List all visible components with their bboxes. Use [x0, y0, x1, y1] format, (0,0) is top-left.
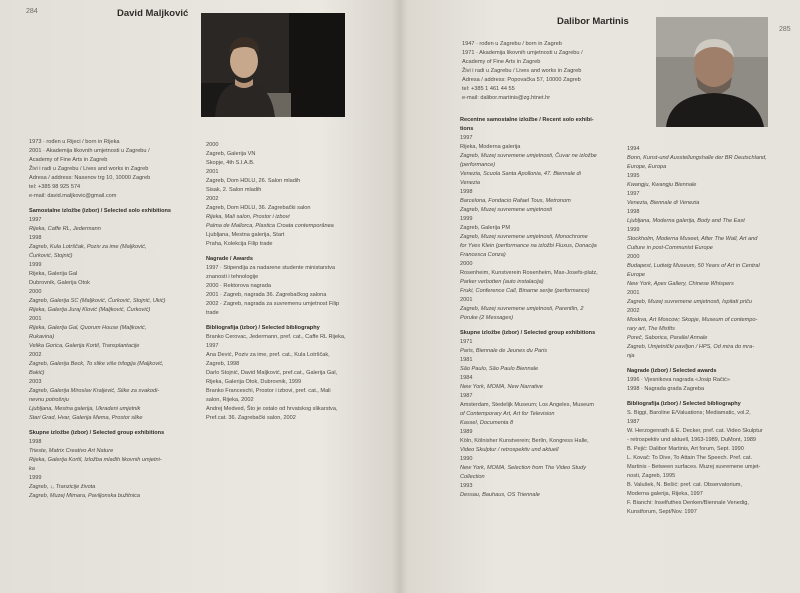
- text-line: Francesca Conza): [460, 252, 506, 258]
- text-line: 1984: [460, 375, 473, 381]
- text-line: Europe, Europa: [627, 164, 667, 170]
- section-heading: tions: [460, 126, 474, 132]
- text-line: Darlo Stojnić, David Maljković, pref.cat., Galerija Gal,: [206, 370, 338, 376]
- text-line: Zagreb, Dom HDLU, 26. Salon mladih: [206, 178, 301, 184]
- text-line: Zagreb, Galerija VN: [206, 151, 256, 157]
- text-line: salon, Rijeka, 2002: [206, 397, 254, 403]
- text-line: 1987: [460, 393, 473, 399]
- text-line: Venezia: [460, 180, 481, 186]
- text-line: 1990: [460, 456, 473, 462]
- text-line: F. Bianchi: Inselfuthes Denken/Biennale Venedig,: [627, 500, 749, 506]
- text-line: 2000: [206, 142, 219, 148]
- text-line: tel: +385 98 925 574: [29, 184, 81, 190]
- text-line: Bakić): [29, 370, 45, 376]
- text-line: Kunstforum, Sept/Nov. 1997: [627, 509, 697, 515]
- text-line: Rijeka, Galerija Juraj Klović (Maljković, Ćurković): [29, 307, 151, 313]
- text-line: 1989: [460, 429, 473, 435]
- section-heading: Nagrade / Awards: [206, 256, 253, 262]
- text-line: 2000 · Rektorova nagrada: [206, 283, 271, 289]
- text-line: Zagreb, Dom HDLU, 36. Zagrebački salon: [206, 205, 311, 211]
- text-line: 2002: [29, 352, 42, 358]
- text-line: W. Herzogenrath & E. Decker, pref. cat. Video Skulptur: [627, 428, 763, 434]
- text-line: Rijeka, Galerija Gal: [29, 271, 78, 277]
- text-line: Zagreb, Muzej suvremene umjetnosti, Parentlin, 2: [460, 306, 584, 312]
- text-line: Živi i radi u Zagrebu / Lives and works in Zagreb: [462, 68, 582, 74]
- text-line: 1999: [29, 262, 42, 268]
- text-line: Andrej Medved, Što je ostalo od hrvatskog slikarstva,: [206, 406, 338, 412]
- text-line: Venezia, Scuola Santa Apollonia, 47. Biennale di: [460, 171, 581, 177]
- text-line: Bonn, Kunst-und Ausstellungshalle der BR Deutschland,: [627, 155, 767, 161]
- section-heading: Skupne izložbe (izbor) / Selected group exhibitions: [460, 330, 596, 336]
- text-line: rary art, The Misfits: [627, 326, 675, 332]
- text-line: (performance): [460, 162, 496, 168]
- text-line: Collection: [460, 474, 485, 480]
- text-line: Živi i radi u Zagrebu / Lives and works in Zagreb: [29, 166, 149, 172]
- text-line: 2003: [29, 379, 42, 385]
- text-line: Praha, Kolekcija Filip trade: [206, 241, 273, 247]
- text-line: B. Valušek, N. Bešić: pref. cat. Observatorium,: [627, 482, 742, 488]
- text-line: Zagreb, Galerija Miroslav Kraljević, Slike za svakodi-: [29, 388, 160, 394]
- text-line: New York, MOMA, Selection from The Video Study: [460, 465, 587, 471]
- portrait-photo-man: [656, 17, 768, 127]
- right-page: [402, 0, 800, 593]
- text-line: L. Kovač: To Dive, To Attain The Speech. Pref. cat.: [627, 455, 752, 461]
- contact-block: [462, 40, 647, 103]
- text-line: Rijeka, Caffe RL, Jedermann: [29, 226, 101, 232]
- text-line: 1995: [627, 173, 640, 179]
- text-line: for Yves Klein (performance na izložbi Fluxus, Donacija: [460, 243, 597, 249]
- text-line: 1998: [627, 209, 640, 215]
- text-line: nosti, Zagreb, 1995: [627, 473, 676, 479]
- text-line: nevnu potrošnju: [29, 397, 69, 403]
- text-line: Zagreb, Muzej suvremene umjetnosti, Monochrome: [460, 234, 588, 240]
- text-line: ka: [29, 466, 35, 472]
- text-line: 2001 · Akademija likovnih umjetnosti u Zagrebu /: [29, 148, 150, 154]
- text-line: Rijeka, Moderna galerija: [460, 144, 521, 150]
- portrait-photo-young-man: [201, 13, 345, 117]
- text-line: Rosenheim, Kunstverein Rosenheim, Max-Josefs-platz,: [460, 270, 598, 276]
- artist-name-right: Dalibor Martinis: [557, 16, 629, 27]
- text-line: Ljubljana, Moderna galerija, Body and The East: [627, 218, 745, 224]
- text-line: Fruki, Conference Call, Binarne serije (performance): [460, 288, 590, 294]
- portrait-photo-young-man-icon: [201, 13, 345, 117]
- text-line: Moskva, Art Moscow; Skopje, Museum of contempo-: [627, 317, 758, 323]
- text-line: Palma de Mallorca, Plastica Croata contemporânea: [206, 223, 334, 229]
- text-line: Kwangju, Kwangju Biennale: [627, 182, 697, 188]
- text-line: Branko Cerovac, Jedermann, pref. cat., Caffe RL Rijeka,: [206, 334, 346, 340]
- text-line: Academy of Fine Arts in Zagreb: [29, 157, 108, 163]
- text-line: Pref.cat. 36. Zagrebački salon, 2002: [206, 415, 296, 421]
- text-line: 1998: [460, 189, 473, 195]
- text-line: 1999: [460, 216, 473, 222]
- text-line: 2001: [627, 290, 640, 296]
- text-line: Kassel, Documenta 8: [460, 420, 514, 426]
- text-line: Zagreb, 1998: [206, 361, 240, 367]
- text-line: Dubrovnik, Galerija Otok: [29, 280, 90, 286]
- text-line: 1996 · Vjesnikova nagrada «Josip Račić»: [627, 377, 730, 383]
- text-line: znanosti i tehnologije: [206, 274, 259, 280]
- text-line: 2002: [627, 308, 640, 314]
- text-line: Budapest, Ludwig Museum, 50 Years of Art in Central: [627, 263, 760, 269]
- text-line: e-mail: david.maljkovic@gmail.com: [29, 193, 117, 199]
- artist-name-left: David Maljković: [117, 8, 189, 19]
- text-line: 1999: [627, 227, 640, 233]
- text-line: 1993: [460, 483, 473, 489]
- text-line: Zagreb, ↓, Tranzicije života: [29, 484, 96, 490]
- text-line: 2001: [460, 297, 473, 303]
- text-line: 2002 · Zagreb, nagrada za suvremenu umjetnost Filip: [206, 301, 340, 307]
- text-line: Amsterdam, Stedelijk Museum; Los Angeles, Museum: [460, 402, 594, 408]
- text-line: 2000: [460, 261, 473, 267]
- portrait-photo-man-icon: [656, 17, 768, 127]
- text-line: Branko Franceschi, Prostor i izbovi, pref. cat., Mali: [206, 388, 331, 394]
- text-line: Parker verbotten (auto instalacija): [460, 279, 544, 285]
- text-line: 1971 · Akademija likovnih umjetnosti u Zagrebu /: [462, 50, 583, 56]
- text-line: Skopje, 4th S.I.A.B.: [206, 160, 255, 166]
- text-line: Martinis - Between surfaces. Muzej suvremene umjet-: [627, 464, 761, 470]
- text-line: Venezia, Biennale di Venezia: [627, 200, 700, 206]
- text-line: Ljubljana, Mestna galerija, Ukradeni umjetnik: [29, 406, 141, 412]
- text-line: Stockholm, Moderna Museet, After The Wall, Art and: [627, 236, 758, 242]
- text-line: Zagreb, Muzej suvremene umjetnosti, Ispitati priču: [627, 299, 752, 305]
- text-line: 1998: [29, 235, 42, 241]
- text-line: Video Skulptur / retrospektiv und aktuell: [460, 447, 559, 453]
- text-line: Dessau, Bauhaus, OS Triennale: [460, 492, 540, 498]
- text-line: Stari Grad, Hvar, Galerija Mema, Prostor slike: [29, 415, 143, 421]
- page-number-left: 284: [26, 8, 38, 15]
- text-line: Barcelona, Fondacio Rafael Tous, Metronom: [460, 198, 571, 204]
- right-column-1: [460, 110, 645, 500]
- text-line: Rijeka, Galerija Otok, Dubrovnik, 1999: [206, 379, 302, 385]
- text-line: 1997: [206, 343, 219, 349]
- text-line: 2001 · Zagreb, nagrada 36. Zagrebačkog salona: [206, 292, 327, 298]
- text-line: 1981: [460, 357, 473, 363]
- text-line: 1994: [627, 146, 640, 152]
- text-line: Moderna galerija, Rijeka, 1997: [627, 491, 703, 497]
- text-line: Trieste, Matrix Creativo Art Nature: [29, 448, 114, 454]
- text-line: 2000: [627, 254, 640, 260]
- text-line: 1973 · rođen u Rijeci / born in Rijeka: [29, 139, 120, 145]
- text-line: Rijeka, Mali salon, Prostor i izbovi: [206, 214, 290, 220]
- text-line: Ana Dević, Poziv za ime, pref. cat., Kula Lotrščak,: [206, 352, 330, 358]
- text-line: Zagreb, Galerija SC (Maljković, Ćurković, Stojnić, Ukić): [29, 298, 166, 304]
- left-page: [0, 0, 398, 593]
- text-line: Zagreb, Umjetnički paviljon / HPS, Od mira do mra-: [627, 344, 755, 350]
- text-line: Ćurković, Stojnić): [29, 253, 73, 259]
- section-heading: Bibliografija (izbor) / Selected bibliography: [627, 401, 741, 407]
- section-heading: Recentne samostalne izložbe / Recent solo exhibi-: [460, 117, 594, 123]
- text-line: of Contemporary Art, Art for Television: [460, 411, 555, 417]
- text-line: Zagreb, Galerija PM: [460, 225, 511, 231]
- text-line: Zagreb, Muzej suvremene umjetnosti, Čuvar ne izložbe: [460, 153, 597, 159]
- text-line: Adresa / address: Popovačka 57, 10000 Zagreb: [462, 77, 581, 83]
- text-line: 1998: [29, 439, 42, 445]
- text-line: Sisak, 2. Salon mladih: [206, 187, 262, 193]
- text-line: São Paulo, São Paulo Biennale: [460, 366, 539, 372]
- text-line: 1998 · Nagrada grada Zagreba: [627, 386, 705, 392]
- section-heading: Bibliografija (izbor) / Selected bibliography: [206, 325, 320, 331]
- text-line: Zagreb, Muzej suvremene umjetnosti: [460, 207, 553, 213]
- text-line: Adresa / address: Nasenov trg 10, 10000 Zagreb: [29, 175, 151, 181]
- section-heading: Samostalne izložbe (izbor) / Selected solo exhibitions: [29, 208, 172, 214]
- text-line: 1997 · Stipendija za nadarene studente ministarstva: [206, 265, 336, 271]
- text-line: 1997: [29, 217, 42, 223]
- text-line: 2001: [206, 169, 219, 175]
- text-line: Ljubljana, Mestna galerija, Start: [206, 232, 285, 238]
- left-column-2: [206, 141, 386, 423]
- text-line: Culture in post-Communist Europe: [627, 245, 713, 251]
- text-line: nja: [627, 353, 635, 359]
- text-line: Europe: [627, 272, 646, 278]
- text-line: Köln, Kölnisher Kunstverein; Berlin, Kongress Halle,: [460, 438, 589, 444]
- text-line: 1999: [29, 475, 42, 481]
- text-line: tel: +385 1 461 44 55: [462, 86, 515, 92]
- text-line: New York, MOMA, New Narrative: [460, 384, 543, 390]
- text-line: Rijeka, Galerija Gal, Quorum House (Maljković,: [29, 325, 147, 331]
- text-line: 1987: [627, 419, 640, 425]
- text-line: Rukavina): [29, 334, 55, 340]
- text-line: Academy of Fine Arts in Zagreb: [462, 59, 541, 65]
- text-line: Poreč, Saborica, Parallel Annale: [627, 335, 708, 341]
- text-line: 1947 · rođen u Zagrebu / born in Zagreb: [462, 41, 562, 47]
- text-line: 2002: [206, 196, 219, 202]
- text-line: Velika Gorica, Galerija Kortil, Transplantacije: [29, 343, 140, 349]
- section-heading: Nagrade (izbor) / Selected awards: [627, 368, 717, 374]
- text-line: - retrospektiv und aktuell, 1963-1989, DuMont, 1989: [627, 437, 757, 443]
- text-line: Rijeka, Galerija Kortil, Izložba mlađih likovnih umjetni-: [29, 457, 162, 463]
- page-number-right: 285: [779, 26, 791, 33]
- text-line: 1997: [627, 191, 640, 197]
- text-line: B. Pejić: Dalibor Martinis, Art forum, Sept. 1990: [627, 446, 744, 452]
- text-line: 1971: [460, 339, 473, 345]
- right-column-2: [627, 145, 787, 517]
- text-line: 2000: [29, 289, 42, 295]
- text-line: Zagreb, Kula Lotrščak, Poziv za ime (Maljković,: [29, 244, 147, 250]
- text-line: Paris, Biennale de Jeunes du Paris: [460, 348, 548, 354]
- text-line: Zagreb, Galerija Beck, To slike više trilogija (Maljković,: [29, 361, 164, 367]
- text-line: trade: [206, 310, 219, 316]
- text-line: e-mail: dalibor.martinis@zg.htnet.hr: [462, 95, 551, 101]
- section-heading: Skupne izložbe (izbor) / Selected group exhibitions: [29, 430, 165, 436]
- text-line: New York, Apex Gallery, Chinese Whispers: [627, 281, 734, 287]
- left-column-1: [29, 138, 199, 501]
- text-line: Poruke (2 Messages): [460, 315, 514, 321]
- text-line: S. Biggi, Baroline E/Valuations; Mediamatic, vol.2,: [627, 410, 751, 416]
- text-line: Zagreb, Muzej Mimara, Paviljonska bužitnica: [29, 493, 140, 499]
- text-line: 1997: [460, 135, 473, 141]
- text-line: 2001: [29, 316, 42, 322]
